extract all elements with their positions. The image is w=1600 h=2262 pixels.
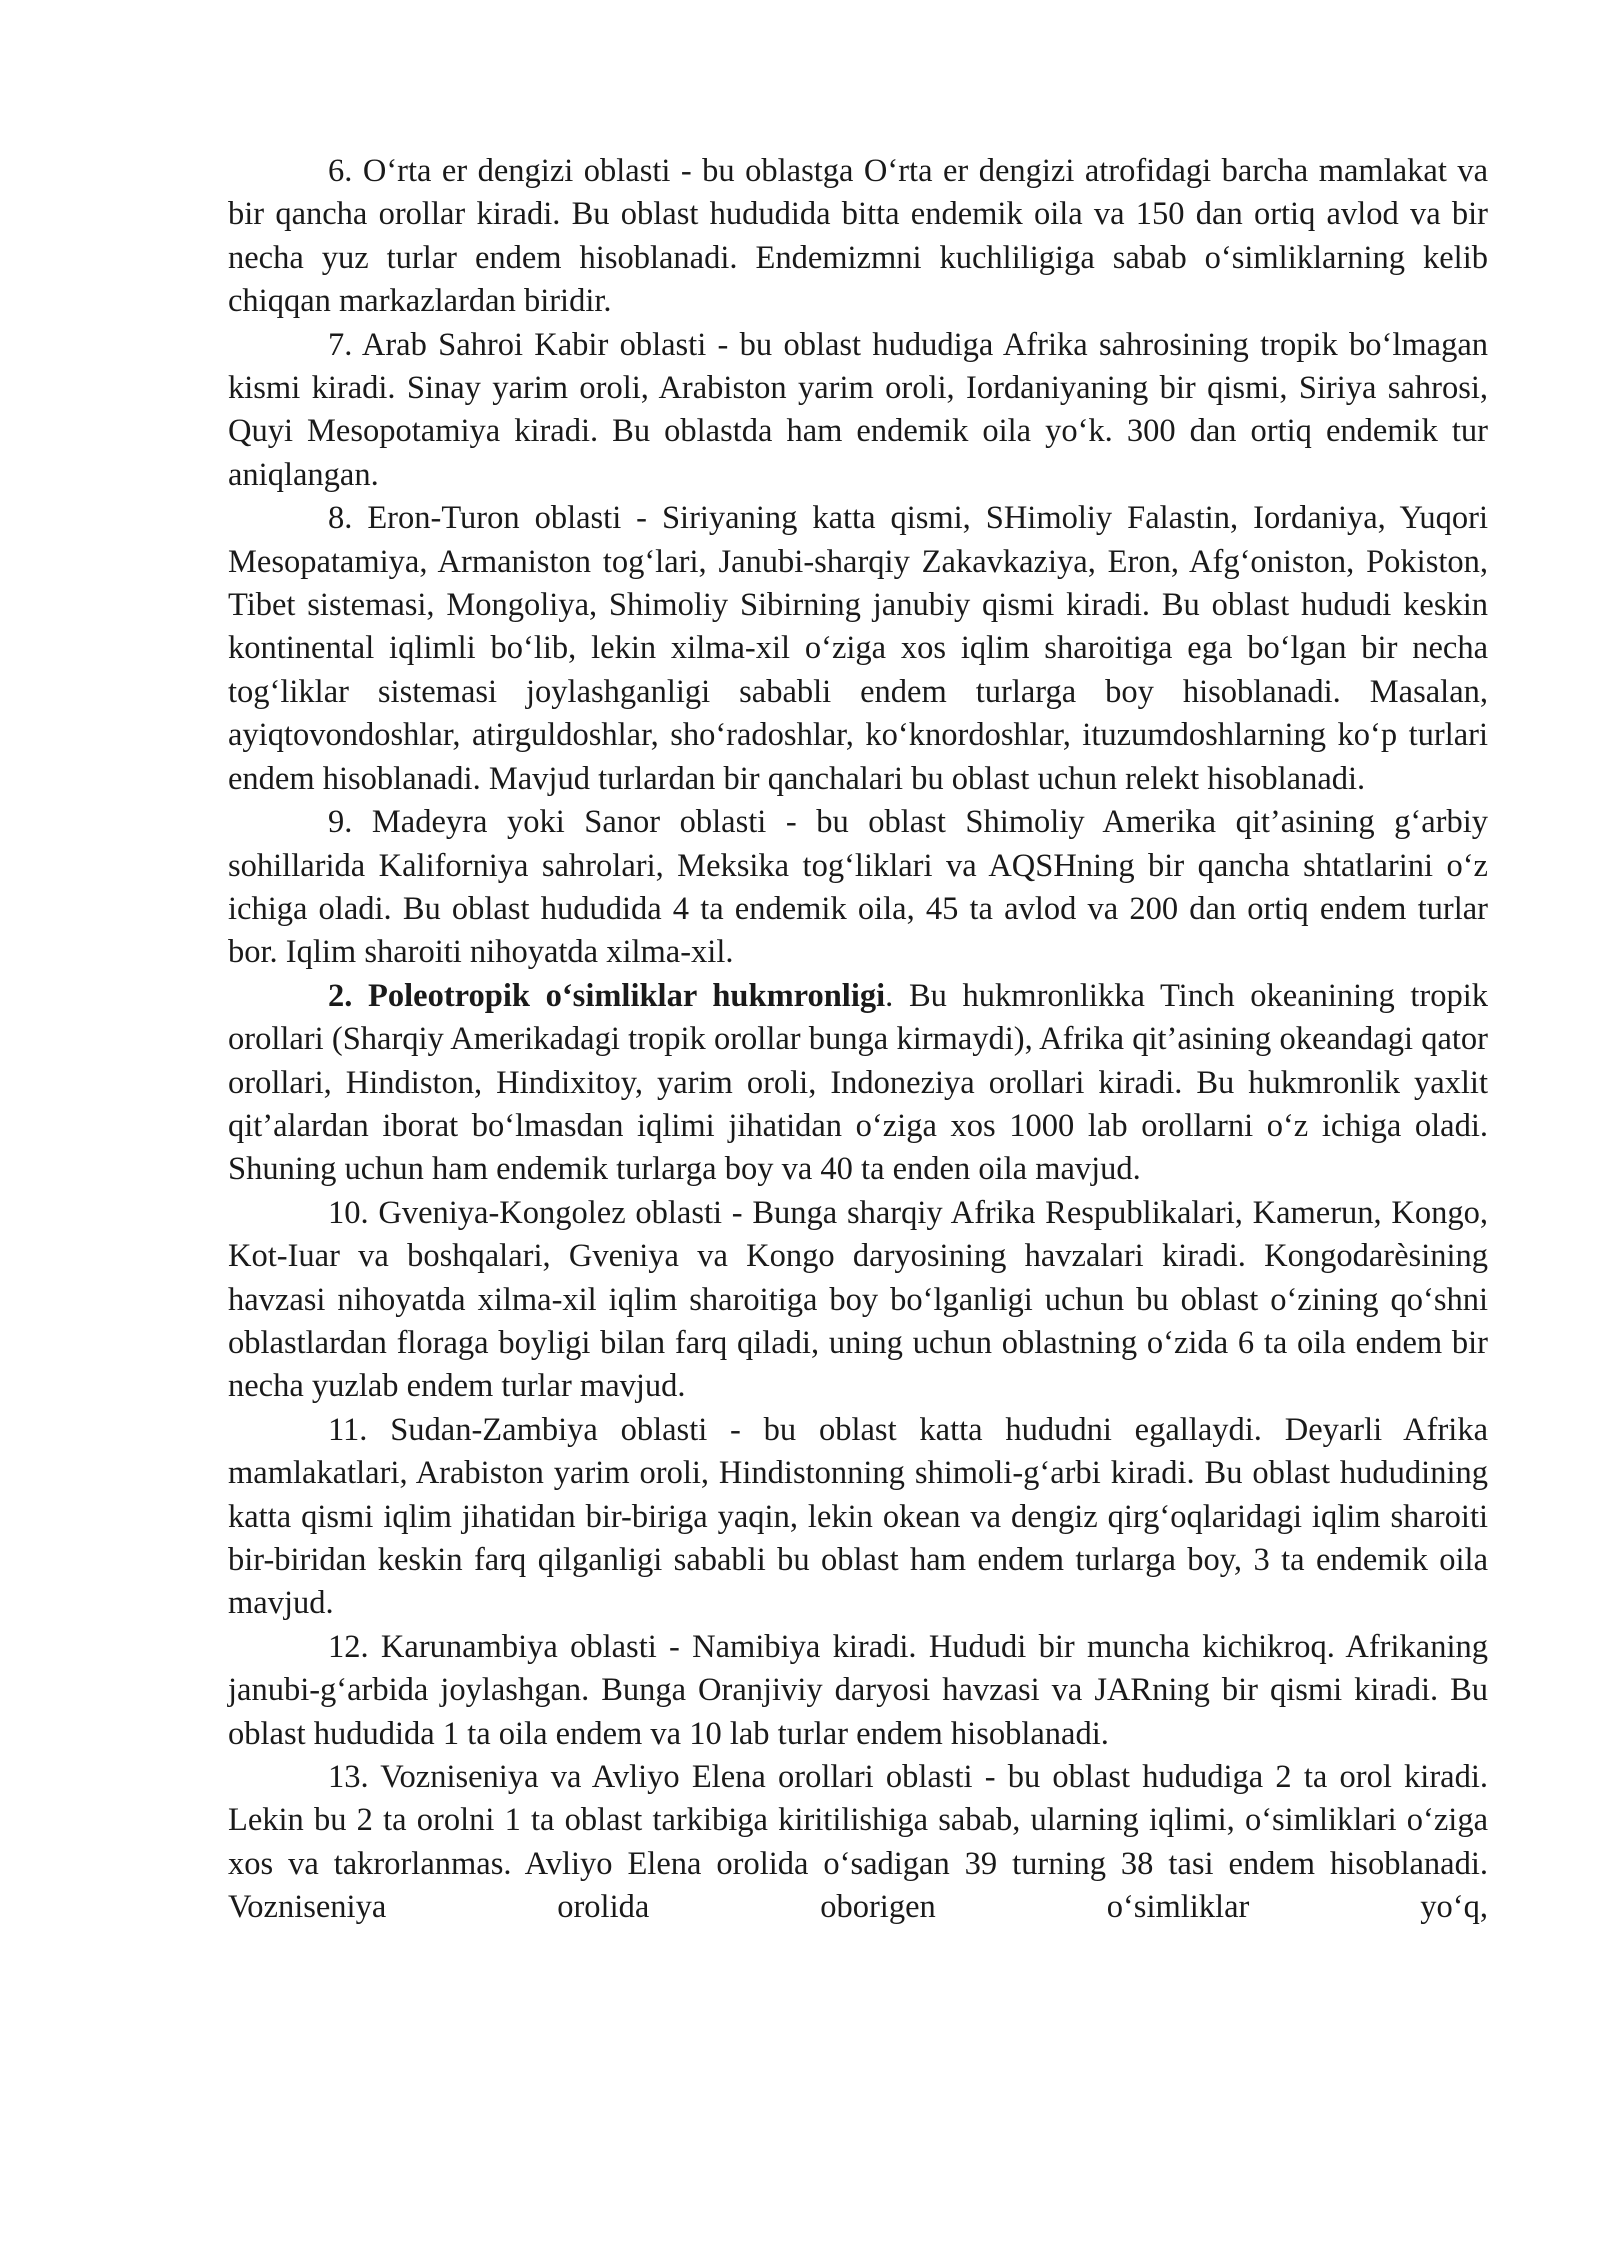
paragraph-text: 11. Sudan-Zambiya oblasti - bu oblast katta hududni egallaydi. Deyarli Afrika mamlakatlari, Arabiston yarim oroli, Hindistonning shimoli-g‘arbi kiradi. Bu oblast hududining katta qismi iqlim jihatidan bir-biriga yaqin, lekin okean va dengiz qirg‘oqlaridagi iqlim sharoiti bir-biridan keskin farq qilganligi sababli bu oblast ham endem turlarga boy, 3 ta endemik oila mavjud. [228, 1411, 1488, 1622]
paragraph-oblast-9 [228, 801, 1488, 975]
paragraph-oblast-11 [228, 1409, 1488, 1626]
paragraph-text: 9. Madeyra yoki Sanor oblasti - bu oblast Shimoliy Amerika qit’asining g‘arbiy sohillarida Kaliforniya sahrolari, Meksika tog‘liklari va AQSHning bir qancha shtatlarini o‘z ichiga oladi. Bu oblast hududida 4 ta endemik oila, 45 ta avlod va 200 dan ortiq endem turlar bor. Iqlim sharoiti nihoyatda xilma-xil. [228, 804, 1488, 971]
paragraph-text: 6. O‘rta er dengizi oblasti - bu oblastga O‘rta er dengizi atrofidagi barcha mamlakat va bir qancha orollar kiradi. Bu oblast hududida bitta endemik oila va 150 dan ortiq avlod va bir necha yuz turlar endem hisoblanadi. Endemizmni kuchliligiga sabab o‘simliklarning kelib chiqqan markazlardan biridir. [228, 153, 1488, 320]
paragraph-oblast-10 [228, 1192, 1488, 1409]
paragraph-oblast-6 [228, 150, 1488, 324]
paragraph-oblast-13 [228, 1756, 1488, 1930]
paragraph-text: 8. Eron-Turon oblasti - Siriyaning katta qismi, SHimoliy Falastin, Iordaniya, Yuqori Mesopatamiya, Armaniston tog‘lari, Janubi-sharqiy Zakavkaziya, Eron, Afg‘oniston, Pokiston, Tibet sistemasi, Mongoliya, Shimoliy Sibirning janubiy qismi kiradi. Bu oblast hududi keskin kontinental iqlimli bo‘lib, lekin xilma-xil o‘ziga xos iqlim sharoitiga ega bo‘lgan bir necha tog‘liklar sistemasi joylashganligi sababli endem turlarga boy hisoblanadi. Masalan, ayiqtovondoshlar, atirguldoshlar, sho‘radoshlar, ko‘knordoshlar, ituzumdoshlarning ko‘p turlari endem hisoblanadi. Mavjud turlardan bir qanchalari bu oblast uchun relekt hisoblanadi. [228, 500, 1488, 797]
paragraph-text: 7. Arab Sahroi Kabir oblasti - bu oblast hududiga Afrika sahrosining tropik bo‘lmagan kismi kiradi. Sinay yarim oroli, Arabiston yarim oroli, Iordaniyaning bir qismi, Siriya sahrosi, Quyi Mesopotamiya kiradi. Bu oblastda ham endemik oila yo‘k. 300 dan ortiq endemik tur aniqlangan. [228, 326, 1488, 493]
paragraph-oblast-12 [228, 1626, 1488, 1756]
paragraph-oblast-8 [228, 497, 1488, 801]
paragraph-text: 13. Vozniseniya va Avliyo Elena orollari oblasti - bu oblast hududiga 2 ta orol kiradi. Lekin bu 2 ta orolni 1 ta oblast tarkibiga kiritilishiga sabab, ularning iqlimi, o‘simliklari o‘ziga xos va takrorlanmas. Avliyo Elena orolida o‘sadigan 39 turning 38 tasi endem hisoblanadi. Vozniseniya orolida oborigen o‘simliklar yo‘q, [228, 1759, 1488, 1926]
paragraph-paleotropic-kingdom [228, 975, 1488, 1192]
section-heading: 2. Poleotropik o‘simliklar hukmronligi [328, 977, 886, 1014]
paragraph-text: 10. Gveniya-Kongolez oblasti - Bunga sharqiy Afrika Respublikalari, Kamerun, Kongo, Kot-Iuar va boshqalari, Gveniya va Kongo daryosining havzalari kiradi. Kongodarèsining havzasi nihoyatda xilma-xil iqlim sharoitiga boy bo‘lganligi uchun bu oblast o‘zining qo‘shni oblastlardan floraga boyligi bilan farq qiladi, uning uchun oblastning o‘zida 6 ta oila endem bir necha yuzlab endem turlar mavjud. [228, 1194, 1488, 1405]
paragraph-text: . Bu hukmronlikka Tinch okeanining tropik orollari (Sharqiy Amerikadagi tropik orollar bunga kirmaydi), Afrika qit’asining okeandagi qator orollari, Hindiston, Hindixitoy, yarim oroli, Indoneziya orollari kiradi. Bu hukmronlik yaxlit qit’alardan iborat bo‘lmasdan iqlimi jihatidan o‘ziga xos 1000 lab orollarni o‘z ichiga oladi. Shuning uchun ham endemik turlarga boy va 40 ta enden oila mavjud. [228, 977, 1488, 1188]
document-page [228, 150, 1488, 1930]
paragraph-oblast-7 [228, 324, 1488, 498]
paragraph-text: 12. Karunambiya oblasti - Namibiya kiradi. Hududi bir muncha kichikroq. Afrikaning janubi-g‘arbida joylashgan. Bunga Oranjiviy daryosi havzasi va JARning bir qismi kiradi. Bu oblast hududida 1 ta oila endem va 10 lab turlar endem hisoblanadi. [228, 1628, 1488, 1752]
